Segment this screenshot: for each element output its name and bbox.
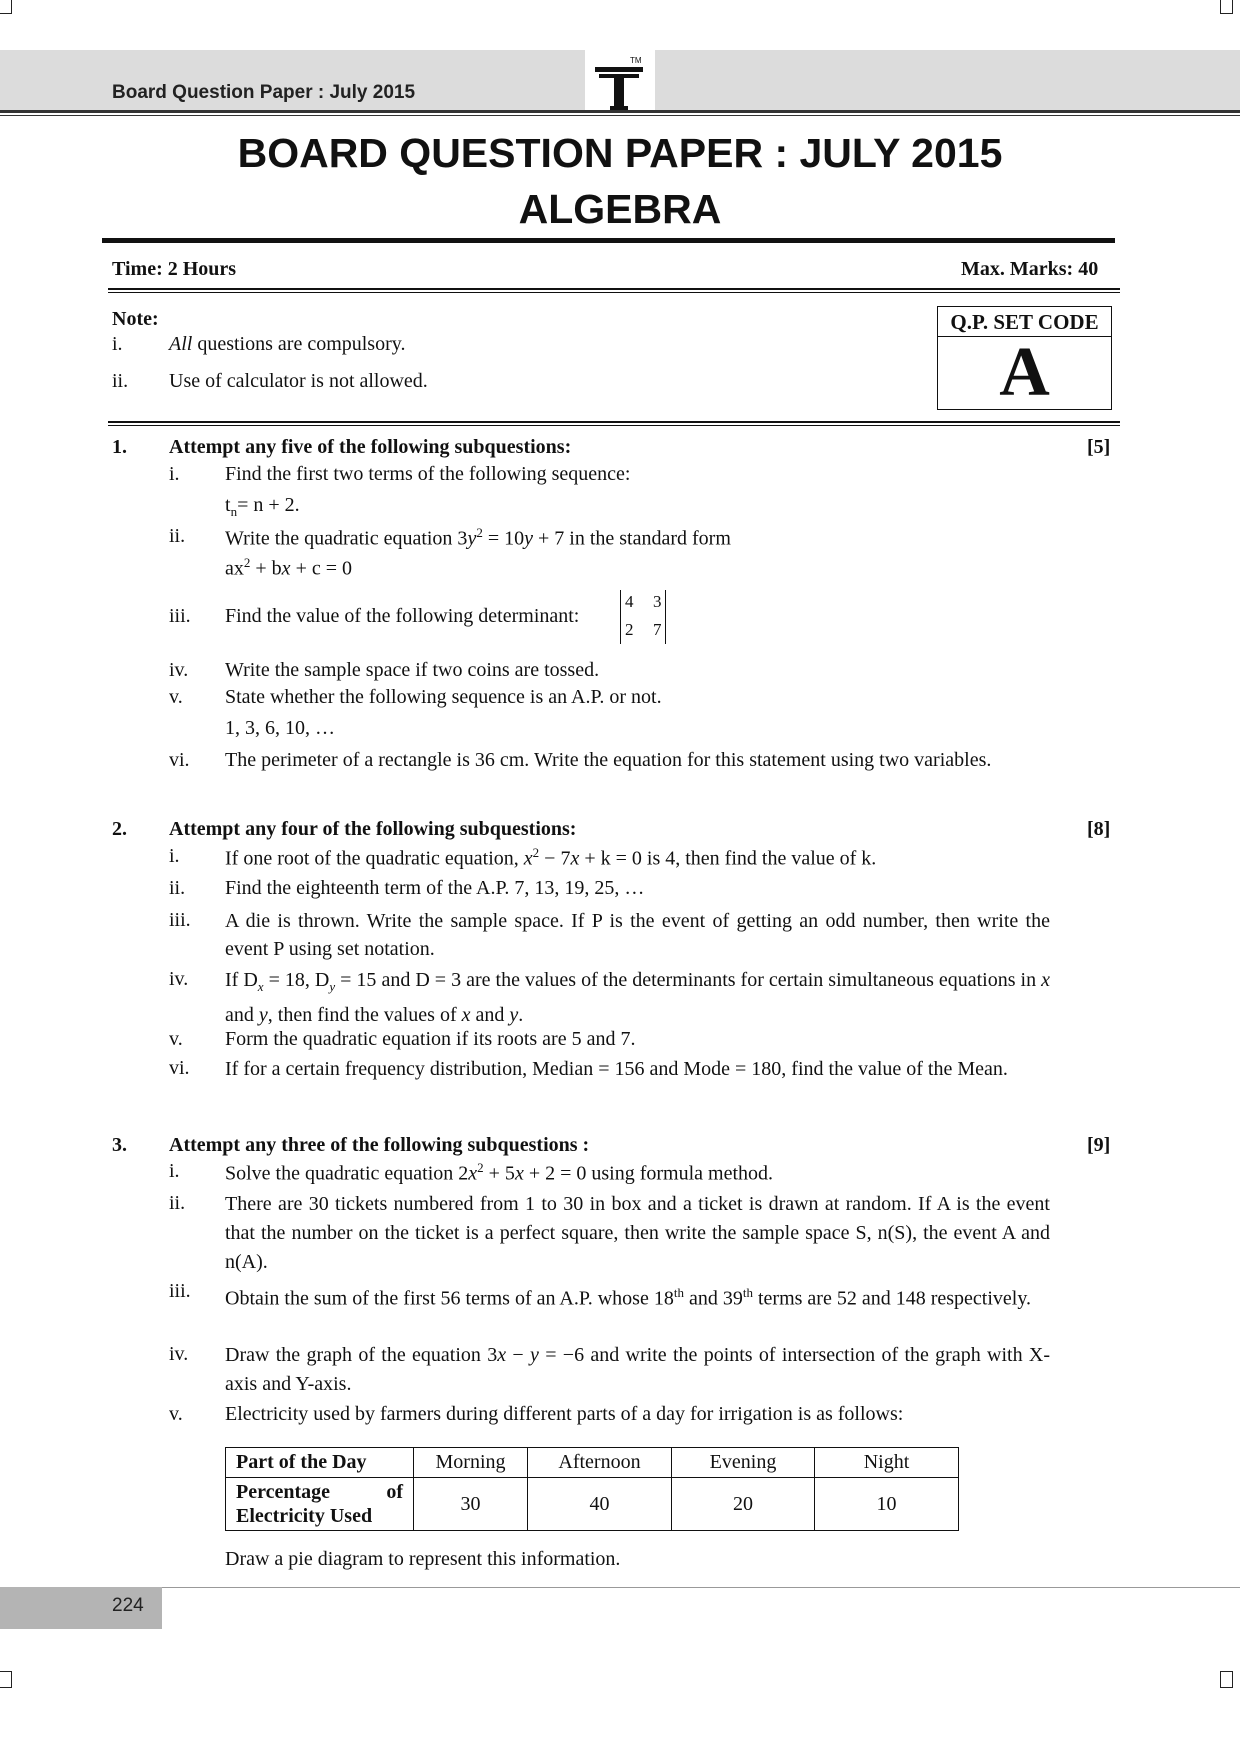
q2-vi-text: If for a certain frequency distribution, Median = 156 and Mode = 180, find the value of the Mean. bbox=[225, 1058, 1008, 1080]
q2-ii-text: Find the eighteenth term of the A.P. 7, 13, 19, 25, … bbox=[225, 877, 645, 899]
paper-title: BOARD QUESTION PAPER : JULY 2015 bbox=[237, 130, 1003, 176]
det-a11: 4 bbox=[625, 592, 634, 611]
set-code-value: A bbox=[999, 334, 1050, 411]
set-code-label: Q.P. SET CODE bbox=[938, 307, 1111, 337]
q2-ii-num: ii. bbox=[169, 877, 186, 899]
table-cell: Afternoon bbox=[528, 1448, 672, 1478]
q2-heading: Attempt any four of the following subquestions: bbox=[169, 818, 577, 840]
q3-heading: Attempt any three of the following subquestions : bbox=[169, 1134, 590, 1156]
table-cell: 10 bbox=[815, 1478, 959, 1531]
q2-iv-num: iv. bbox=[169, 968, 189, 990]
header-rule bbox=[0, 110, 1240, 113]
crop-mark-top-right bbox=[1220, 0, 1233, 14]
table-cell: Evening bbox=[672, 1448, 815, 1478]
q1-vi-text: The perimeter of a rectangle is 36 cm. Write the equation for this statement using two variables. bbox=[225, 749, 992, 771]
q3-iii-num: iii. bbox=[169, 1280, 191, 1302]
note-heading: Note: bbox=[112, 308, 159, 330]
q2-vi-num: vi. bbox=[169, 1057, 190, 1079]
q2-iii-text: A die is thrown. Write the sample space. If P is the event of getting an odd number, then write the event P using set notation. bbox=[225, 910, 1050, 960]
note-rule-top bbox=[108, 421, 1120, 423]
determinant bbox=[620, 590, 666, 644]
q3-iii-text: Obtain the sum of the first 56 terms of an A.P. whose 18th and 39th terms are 52 and 148 respectively. bbox=[225, 1285, 1032, 1310]
meta-rule-bottom bbox=[108, 292, 1120, 293]
q1-i-num: i. bbox=[169, 463, 180, 485]
q1-i-formula: $t_n= n + 2$. bbox=[225, 494, 300, 519]
q1-ii-num: ii. bbox=[169, 525, 186, 547]
q1-ii-standard-form: $ax^2$ + bx + c = 0 bbox=[225, 555, 352, 580]
q1-vi-num: vi. bbox=[169, 749, 190, 771]
time-label: Time: 2 Hours bbox=[112, 258, 237, 280]
table-cell: 20 bbox=[672, 1478, 815, 1531]
q2-iv-text: If $D_x = 18$, $D_y = 15$ and D = 3 are the values of the determinants for certain simultaneous equations in x and y, then find the values of x and y. bbox=[225, 969, 1050, 1026]
q3-i-text: Solve the quadratic equation $2x^2 + 5x + 2 = 0$ using formula method. bbox=[225, 1160, 774, 1185]
table-row bbox=[226, 1448, 959, 1478]
q3-v-text: Electricity used by farmers during different parts of a day for irrigation is as follows: bbox=[225, 1403, 904, 1425]
q3-v-num: v. bbox=[169, 1403, 183, 1425]
header-rule-thin bbox=[0, 115, 1240, 116]
title-rule bbox=[102, 238, 1115, 243]
electricity-table bbox=[225, 1447, 959, 1531]
q2-v-num: v. bbox=[169, 1028, 183, 1050]
crop-mark-bottom-right bbox=[1220, 1671, 1233, 1688]
q3-ii-num: ii. bbox=[169, 1192, 186, 1214]
footer-rule bbox=[162, 1587, 1240, 1588]
q3-v-instruction: Draw a pie diagram to represent this information. bbox=[225, 1548, 621, 1570]
q1-v-num: v. bbox=[169, 686, 183, 708]
det-a21: 2 bbox=[625, 620, 634, 639]
q2-number: 2. bbox=[112, 818, 127, 840]
q1-iv-text: Write the sample space if two coins are tossed. bbox=[225, 659, 600, 681]
table-row-label: Percentage of Electricity Used bbox=[226, 1478, 414, 1531]
q2-v-text: Form the quadratic equation if its roots are 5 and 7. bbox=[225, 1028, 636, 1050]
q1-v-sequence: 1, 3, 6, 10, … bbox=[225, 717, 335, 739]
q2-i-num: i. bbox=[169, 845, 180, 867]
q1-number: 1. bbox=[112, 436, 127, 458]
table-cell: 30 bbox=[414, 1478, 528, 1531]
q1-marks: [5] bbox=[1087, 436, 1111, 458]
meta-rule-top bbox=[108, 288, 1120, 290]
q3-i-num: i. bbox=[169, 1160, 180, 1182]
note-item-2: Use of calculator is not allowed. bbox=[169, 370, 428, 392]
q1-i-text: Find the first two terms of the following sequence: bbox=[225, 463, 631, 485]
q2-iii-num: iii. bbox=[169, 909, 191, 931]
table-cell: Morning bbox=[414, 1448, 528, 1478]
table-row-label: Part of the Day bbox=[226, 1448, 414, 1478]
crop-mark-top-left bbox=[0, 0, 12, 14]
logo-t-icon bbox=[585, 50, 655, 114]
note-item-1: All questions are compulsory. bbox=[169, 333, 406, 355]
q1-iii-num: iii. bbox=[169, 605, 191, 627]
q3-iv-text: Draw the graph of the equation 3x − y = −6 and write the points of intersection of the graph with X-axis and Y-axis. bbox=[225, 1344, 1050, 1395]
q2-marks: [8] bbox=[1087, 818, 1111, 840]
q1-iii-text: Find the value of the following determinant: bbox=[225, 605, 580, 627]
crop-mark-bottom-left bbox=[0, 1671, 12, 1688]
q1-ii-text: Write the quadratic equation $3y^2 = 10y + 7$ in the standard form bbox=[225, 525, 731, 550]
table-row bbox=[226, 1478, 959, 1531]
page-number: 224 bbox=[112, 1595, 144, 1616]
q1-iv-num: iv. bbox=[169, 659, 189, 681]
note-item-1-num: i. bbox=[112, 333, 123, 355]
q1-heading: Attempt any five of the following subquestions: bbox=[169, 436, 572, 458]
note-item-2-num: ii. bbox=[112, 370, 129, 392]
max-marks-label: Max. Marks: 40 bbox=[961, 258, 1099, 280]
det-a22: 7 bbox=[653, 620, 662, 639]
q3-marks: [9] bbox=[1087, 1134, 1111, 1156]
subject-title: ALGEBRA bbox=[518, 186, 722, 232]
running-title: Board Question Paper : July 2015 bbox=[112, 82, 416, 103]
table-cell: 40 bbox=[528, 1478, 672, 1531]
note-rule-bottom bbox=[108, 425, 1120, 426]
table-cell: Night bbox=[815, 1448, 959, 1478]
trademark-mark: TM bbox=[630, 56, 642, 65]
publisher-logo bbox=[585, 50, 655, 114]
q2-i-text: If one root of the quadratic equation, $x^2 - 7x + k = 0$ is 4, then find the value of k. bbox=[225, 845, 877, 870]
q3-ii-text: There are 30 tickets numbered from 1 to 30 in box and a ticket is drawn at random. If A is the event that the number on the ticket is a perfect square, then write the sample space S, n(S), the event A and n(A). bbox=[225, 1193, 1050, 1273]
q3-iv-num: iv. bbox=[169, 1343, 189, 1365]
q1-v-text: State whether the following sequence is an A.P. or not. bbox=[225, 686, 662, 708]
det-a12: 3 bbox=[653, 592, 662, 611]
q3-number: 3. bbox=[112, 1134, 127, 1156]
set-code-box bbox=[937, 306, 1112, 410]
